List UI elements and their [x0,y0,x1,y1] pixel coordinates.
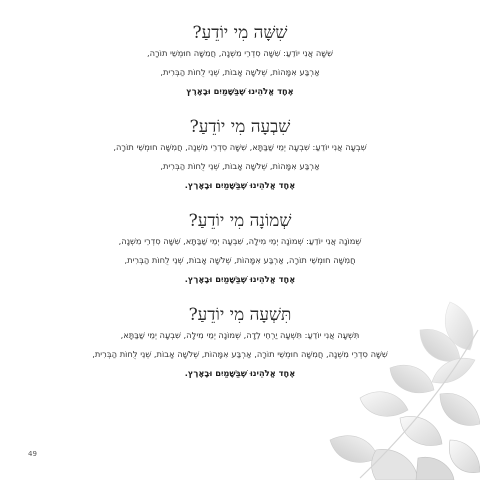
verse-line: אַרְבַּע אִמָּהוֹת, שְׁלֹשָׁה אָבוֹת, שְׁנֵי לֻחוֹת הַבְּרִית, [160,161,320,171]
verse-title: שִׁבְעָה מִי יוֹדֵעַ? [189,117,291,137]
verse-eight [0,210,480,304]
verse-line: תִּשְׁעָה אֲנִי יוֹדֵעַ: תִּשְׁעָה יַרְחֵי לֵדָה, שְׁמוֹנָה יְמֵי מִילָה, שִׁבְעָה יְמֵי שַׁבַּתָּא, [120,330,360,340]
leaf-shape [416,457,454,480]
verse-line: שִׁבְעָה אֲנִי יוֹדֵעַ: שִׁבְעָה יְמֵי שַׁבַּתָּא, שִׁשָּׁה סִדְרֵי מִשְׁנָה, חֲמִשָּׁה חוּמְשֵׁי תוֹרָה, [113,142,367,152]
verse-title: שִׁשָּׁה מִי יוֹדֵעַ? [192,23,288,43]
verse-line: שִׁשָּׁה סִדְרֵי מִשְׁנָה, חֲמִשָּׁה חוּמְשֵׁי תוֹרָה, אַרְבַּע אִמָּהוֹת, שְׁלֹשָׁה אָבוֹת, שְׁנֵי לֻחוֹת הַבְּרִית, [92,349,388,359]
song-content [0,22,480,398]
page-number: 49 [28,450,37,458]
leaf-shape [449,440,480,473]
verse-closing: אֶחָד אֱלֹהֵינוּ שֶׁבַּשָּׁמַיִם וּבָאָרֶץ [186,86,294,96]
leaf-shape [400,416,442,445]
verse-closing: אֶחָד אֱלֹהֵינוּ שֶׁבַּשָּׁמַיִם וּבָאָרֶץ. [184,274,296,284]
verse-nine [0,304,480,398]
verse-line: חֲמִשָּׁה חוּמְשֵׁי תוֹרָה, אַרְבַּע אִמָּהוֹת, שְׁלֹשָׁה אָבוֹת, שְׁנֵי לֻחוֹת הַבְּרִית, [124,255,356,265]
leaf-shape [330,436,378,463]
verse-line: אַרְבַּע אִמָּהוֹת, שְׁלֹשָׁה אָבוֹת, שְׁנֵי לֻחוֹת הַבְּרִית, [160,67,320,77]
verse-seven [0,116,480,210]
verse-closing: אֶחָד אֱלֹהֵינוּ שֶׁבַּשָּׁמַיִם וּבָאָרֶץ. [184,180,296,190]
verse-six [0,22,480,116]
leaf-shape [372,449,419,480]
verse-closing: אֶחָד אֱלֹהֵינוּ שֶׁבַּשָּׁמַיִם וּבָאָרֶץ. [184,368,296,378]
verse-line: שִׁשָּׁה אֲנִי יוֹדֵעַ: שִׁשָּׁה סִדְרֵי מִשְׁנָה, חֲמִשָּׁה חוּמְשֵׁי תוֹרָה, [146,48,334,58]
leaf-shape [440,393,480,425]
verse-title: תִּשְׁעָה מִי יוֹדֵעַ? [188,305,292,325]
verse-title: שְׁמוֹנָה מִי יוֹדֵעַ? [188,211,292,231]
verse-line: שְׁמוֹנָה אֲנִי יוֹדֵעַ: שְׁמוֹנָה יְמֵי מִילָה, שִׁבְעָה יְמֵי שַׁבַּתָּא, שִׁשָּׁה סִדְרֵי מִשְׁנָה, [118,236,362,246]
